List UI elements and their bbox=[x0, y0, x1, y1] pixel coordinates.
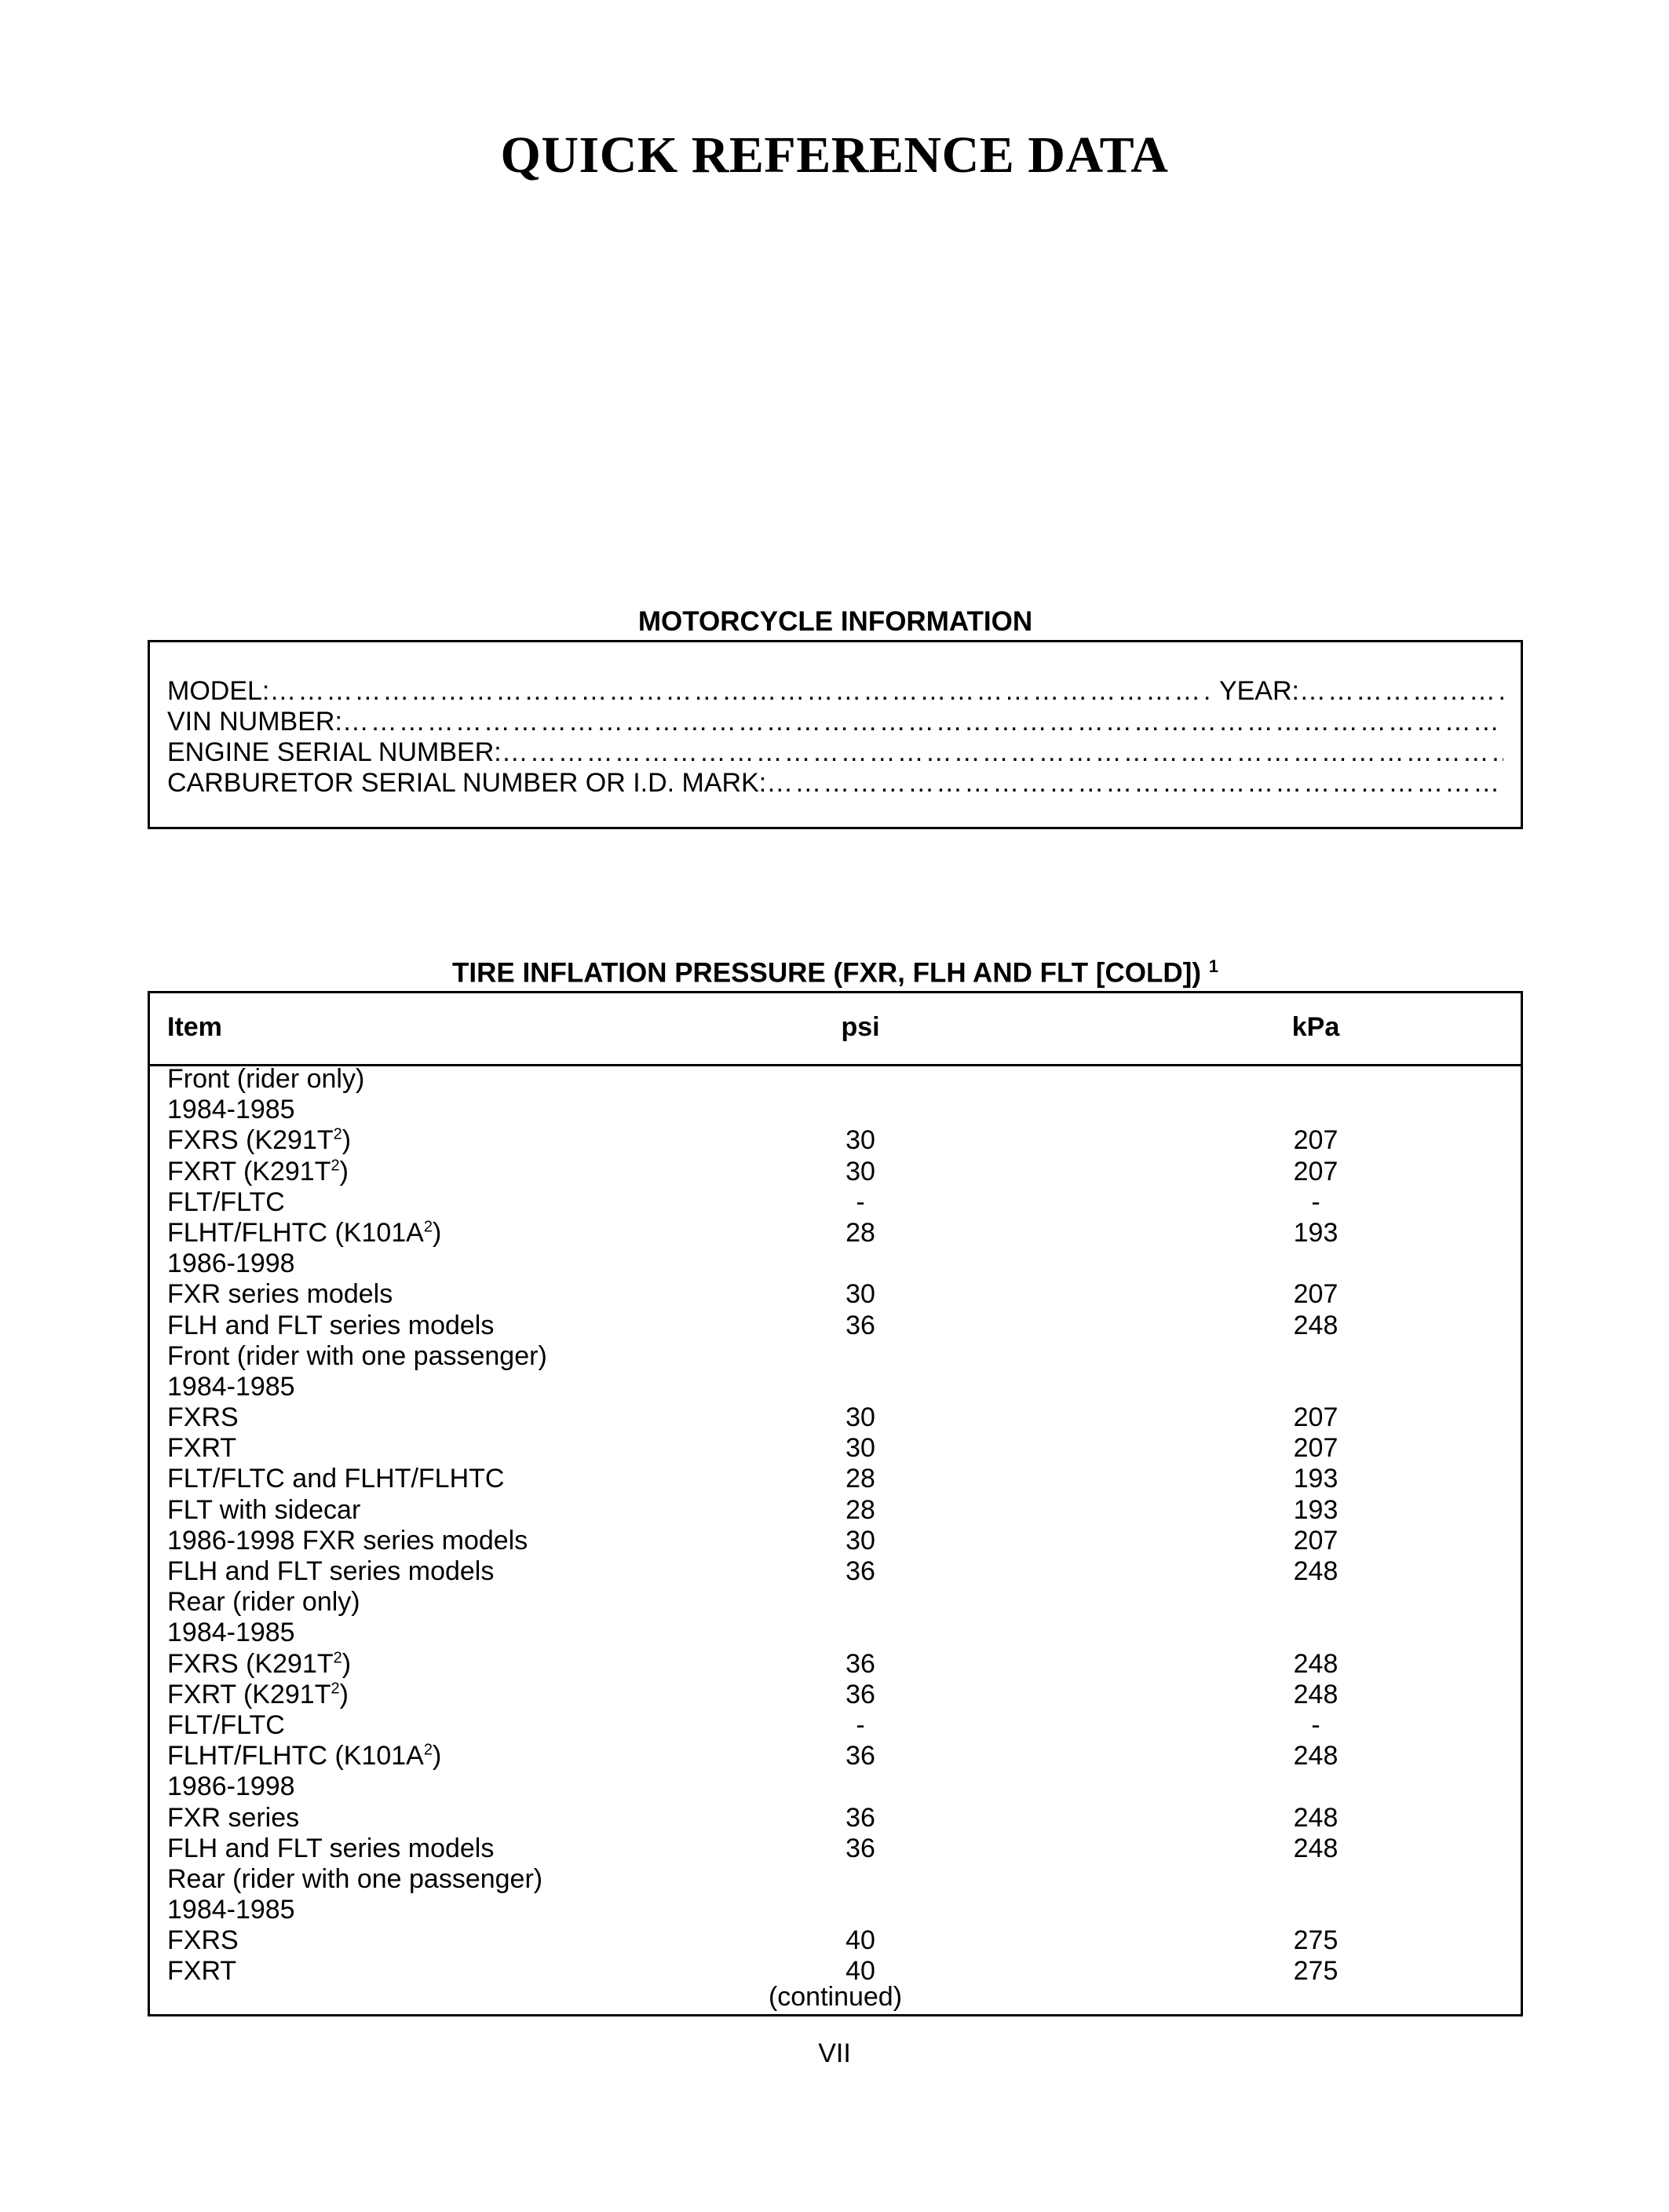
row-kpa: 207 bbox=[1293, 1156, 1338, 1186]
model-year-line bbox=[167, 675, 1503, 707]
row-kpa: 248 bbox=[1293, 1310, 1338, 1340]
row-item bbox=[167, 1618, 295, 1648]
row-psi: 40 bbox=[845, 1925, 875, 1956]
table-row bbox=[150, 1771, 1521, 1802]
carburetor-line bbox=[167, 767, 1503, 799]
engine-label: ENGINE SERIAL NUMBER: bbox=[167, 737, 502, 767]
row-psi: 40 bbox=[845, 1956, 875, 1987]
year-fill-dots bbox=[1299, 675, 1503, 707]
row-item-footnote: 2 bbox=[423, 1218, 433, 1236]
table-row bbox=[150, 1279, 1521, 1310]
row-item bbox=[167, 1495, 360, 1526]
row-item-text: Rear (rider with one passenger) bbox=[167, 1863, 543, 1894]
model-fill-dots bbox=[269, 675, 1213, 707]
row-kpa: 207 bbox=[1293, 1525, 1338, 1556]
row-item-text: FXRS (K291T bbox=[167, 1125, 334, 1156]
tire-pressure-table bbox=[148, 991, 1523, 2016]
motorcycle-info-heading: MOTORCYCLE INFORMATION bbox=[637, 606, 1033, 637]
row-kpa: 193 bbox=[1293, 1464, 1338, 1494]
table-row bbox=[150, 1311, 1521, 1341]
row-item-text: 1984-1985 bbox=[167, 1095, 295, 1125]
row-kpa: 193 bbox=[1293, 1217, 1338, 1248]
row-psi: 30 bbox=[845, 1279, 875, 1310]
model-label: MODEL: bbox=[167, 676, 270, 706]
table-row bbox=[150, 1249, 1521, 1279]
row-psi: 30 bbox=[845, 1433, 875, 1464]
row-item-footnote: 2 bbox=[331, 1680, 340, 1698]
row-item bbox=[167, 1864, 542, 1895]
row-item bbox=[167, 1279, 393, 1310]
row-item-text: 1986-1998 FXR series models bbox=[167, 1525, 528, 1556]
row-kpa: 248 bbox=[1293, 1741, 1338, 1771]
continued-note: (continued) bbox=[768, 1982, 903, 2012]
row-item bbox=[167, 1249, 295, 1279]
footnote-marker: 1 bbox=[1208, 956, 1218, 976]
row-psi: 30 bbox=[845, 1156, 875, 1186]
row-item-text: FXRT (K291T bbox=[167, 1679, 331, 1709]
row-item-text-end: ) bbox=[432, 1217, 442, 1248]
row-item-text: FLHT/FLHTC (K101A bbox=[167, 1741, 424, 1771]
row-item-text: FXRS (K291T bbox=[167, 1648, 334, 1679]
row-item-text: FLT/FLTC and FLHT/FLHTC bbox=[167, 1464, 505, 1494]
row-kpa: 207 bbox=[1293, 1279, 1338, 1310]
row-psi: - bbox=[856, 1709, 865, 1740]
table-row bbox=[150, 1834, 1521, 1864]
row-psi: 36 bbox=[845, 1802, 875, 1833]
row-item bbox=[167, 1311, 494, 1341]
row-item-text: Rear (rider only) bbox=[167, 1587, 360, 1618]
row-kpa: 275 bbox=[1293, 1925, 1338, 1956]
row-item bbox=[167, 1803, 299, 1834]
vin-line bbox=[167, 706, 1503, 737]
row-item-text: FXRT bbox=[167, 1956, 237, 1987]
row-kpa: 248 bbox=[1293, 1833, 1338, 1863]
table-row bbox=[150, 1187, 1521, 1218]
vin-fill-dots bbox=[342, 706, 1503, 737]
row-item bbox=[167, 1064, 364, 1095]
page-number: VII bbox=[818, 2038, 851, 2068]
table-row bbox=[150, 1095, 1521, 1125]
row-item bbox=[167, 1372, 295, 1402]
table-body bbox=[150, 1064, 1521, 1987]
row-item-text: FXRS bbox=[167, 1925, 239, 1956]
row-item-text: 1984-1985 bbox=[167, 1618, 295, 1648]
row-item-footnote: 2 bbox=[333, 1126, 342, 1144]
row-item-text: FXR series models bbox=[167, 1279, 393, 1310]
row-item-text: FXRT bbox=[167, 1433, 237, 1464]
row-item bbox=[167, 1526, 528, 1556]
row-item bbox=[167, 1895, 295, 1925]
table-row bbox=[150, 1925, 1521, 1956]
row-kpa: 248 bbox=[1293, 1679, 1338, 1709]
row-item-text: FLT/FLTC bbox=[167, 1709, 285, 1740]
row-kpa: 248 bbox=[1293, 1556, 1338, 1586]
row-kpa: 193 bbox=[1293, 1494, 1338, 1525]
row-item bbox=[167, 1125, 351, 1156]
table-row bbox=[150, 1433, 1521, 1464]
row-psi: 28 bbox=[845, 1464, 875, 1494]
row-item-text-end: ) bbox=[339, 1679, 349, 1709]
row-psi: 30 bbox=[845, 1402, 875, 1433]
row-psi: 36 bbox=[845, 1310, 875, 1340]
table-row bbox=[150, 1710, 1521, 1741]
tire-pressure-heading bbox=[148, 956, 1523, 989]
header-kpa: kPa bbox=[1291, 1012, 1340, 1042]
row-item-text: FXRT (K291T bbox=[167, 1156, 331, 1186]
row-item bbox=[167, 1433, 236, 1464]
row-psi: 30 bbox=[845, 1125, 875, 1156]
row-item-text: FLHT/FLHTC (K101A bbox=[167, 1217, 424, 1248]
table-row bbox=[150, 1064, 1521, 1095]
table-row bbox=[150, 1495, 1521, 1526]
table-row bbox=[150, 1125, 1521, 1156]
table-row bbox=[150, 1341, 1521, 1372]
table-row bbox=[150, 1680, 1521, 1710]
row-item bbox=[167, 1680, 349, 1710]
row-item-text: FXRS bbox=[167, 1402, 239, 1433]
row-item bbox=[167, 1710, 285, 1741]
table-row bbox=[150, 1464, 1521, 1494]
row-item bbox=[167, 1587, 360, 1618]
row-item bbox=[167, 1556, 494, 1587]
row-item-text-end: ) bbox=[341, 1648, 352, 1679]
carburetor-fill-dots bbox=[766, 767, 1503, 799]
row-kpa: - bbox=[1311, 1186, 1320, 1217]
table-row bbox=[150, 1526, 1521, 1556]
row-item bbox=[167, 1741, 441, 1771]
row-kpa: 248 bbox=[1293, 1648, 1338, 1679]
row-item bbox=[167, 1925, 239, 1956]
row-psi: 36 bbox=[845, 1648, 875, 1679]
table-row bbox=[150, 1618, 1521, 1648]
year-label: YEAR: bbox=[1218, 676, 1299, 706]
row-item-text-end: ) bbox=[341, 1125, 352, 1156]
row-item bbox=[167, 1834, 494, 1864]
vin-label: VIN NUMBER: bbox=[167, 707, 342, 737]
table-row bbox=[150, 1741, 1521, 1771]
row-psi: - bbox=[856, 1186, 865, 1217]
row-kpa: 207 bbox=[1293, 1125, 1338, 1156]
row-psi: 36 bbox=[845, 1679, 875, 1709]
row-kpa: 207 bbox=[1293, 1433, 1338, 1464]
table-row bbox=[150, 1402, 1521, 1433]
row-item bbox=[167, 1464, 504, 1494]
row-kpa: 275 bbox=[1293, 1956, 1338, 1987]
row-item bbox=[167, 1341, 547, 1372]
row-item-text: Front (rider only) bbox=[167, 1064, 365, 1094]
engine-fill-dots bbox=[502, 737, 1503, 768]
row-psi: 28 bbox=[845, 1494, 875, 1525]
table-row bbox=[150, 1372, 1521, 1402]
row-psi: 28 bbox=[845, 1217, 875, 1248]
carburetor-label: CARBURETOR SERIAL NUMBER OR I.D. MARK: bbox=[167, 768, 767, 798]
row-psi: 36 bbox=[845, 1556, 875, 1586]
row-item bbox=[167, 1402, 239, 1433]
row-item bbox=[167, 1157, 349, 1187]
row-item bbox=[167, 1218, 441, 1249]
row-item-text: FLT with sidecar bbox=[167, 1494, 361, 1525]
row-item-text-end: ) bbox=[339, 1156, 349, 1186]
row-item-text: FLH and FLT series models bbox=[167, 1310, 495, 1340]
table-header bbox=[150, 993, 1521, 1066]
row-item-text: Front (rider with one passenger) bbox=[167, 1340, 547, 1371]
row-item-footnote: 2 bbox=[423, 1741, 433, 1759]
row-item bbox=[167, 1649, 351, 1680]
row-item bbox=[167, 1771, 295, 1802]
row-item-text: FXR series bbox=[167, 1802, 300, 1833]
header-item: Item bbox=[167, 1012, 222, 1042]
row-item bbox=[167, 1187, 285, 1218]
row-item-text: 1984-1985 bbox=[167, 1371, 295, 1402]
row-item-text: 1986-1998 bbox=[167, 1249, 295, 1279]
row-psi: 36 bbox=[845, 1833, 875, 1863]
tire-pressure-heading-text: TIRE INFLATION PRESSURE (FXR, FLH AND FLT [COLD]) bbox=[452, 957, 1201, 989]
row-item-text: 1986-1998 bbox=[167, 1771, 295, 1802]
row-kpa: - bbox=[1311, 1709, 1320, 1740]
table-row bbox=[150, 1587, 1521, 1618]
row-item-text-end: ) bbox=[432, 1741, 442, 1771]
row-item-footnote: 2 bbox=[333, 1649, 342, 1667]
page-title: QUICK REFERENCE DATA bbox=[500, 126, 1169, 184]
engine-line bbox=[167, 737, 1503, 768]
table-row bbox=[150, 1895, 1521, 1925]
table-row bbox=[150, 1157, 1521, 1187]
row-kpa: 248 bbox=[1293, 1802, 1338, 1833]
motorcycle-info-box bbox=[148, 640, 1523, 829]
row-item-text: FLH and FLT series models bbox=[167, 1556, 495, 1586]
table-row bbox=[150, 1803, 1521, 1834]
table-row bbox=[150, 1556, 1521, 1587]
row-psi: 36 bbox=[845, 1741, 875, 1771]
row-item-text: FLH and FLT series models bbox=[167, 1833, 495, 1863]
row-item bbox=[167, 1095, 295, 1125]
row-psi: 30 bbox=[845, 1525, 875, 1556]
row-kpa: 207 bbox=[1293, 1402, 1338, 1433]
row-item-footnote: 2 bbox=[331, 1157, 340, 1175]
row-item-text: 1984-1985 bbox=[167, 1895, 295, 1925]
table-row bbox=[150, 1218, 1521, 1249]
header-psi: psi bbox=[841, 1012, 880, 1042]
table-row bbox=[150, 1649, 1521, 1680]
row-item-text: FLT/FLTC bbox=[167, 1186, 285, 1217]
table-row bbox=[150, 1864, 1521, 1895]
